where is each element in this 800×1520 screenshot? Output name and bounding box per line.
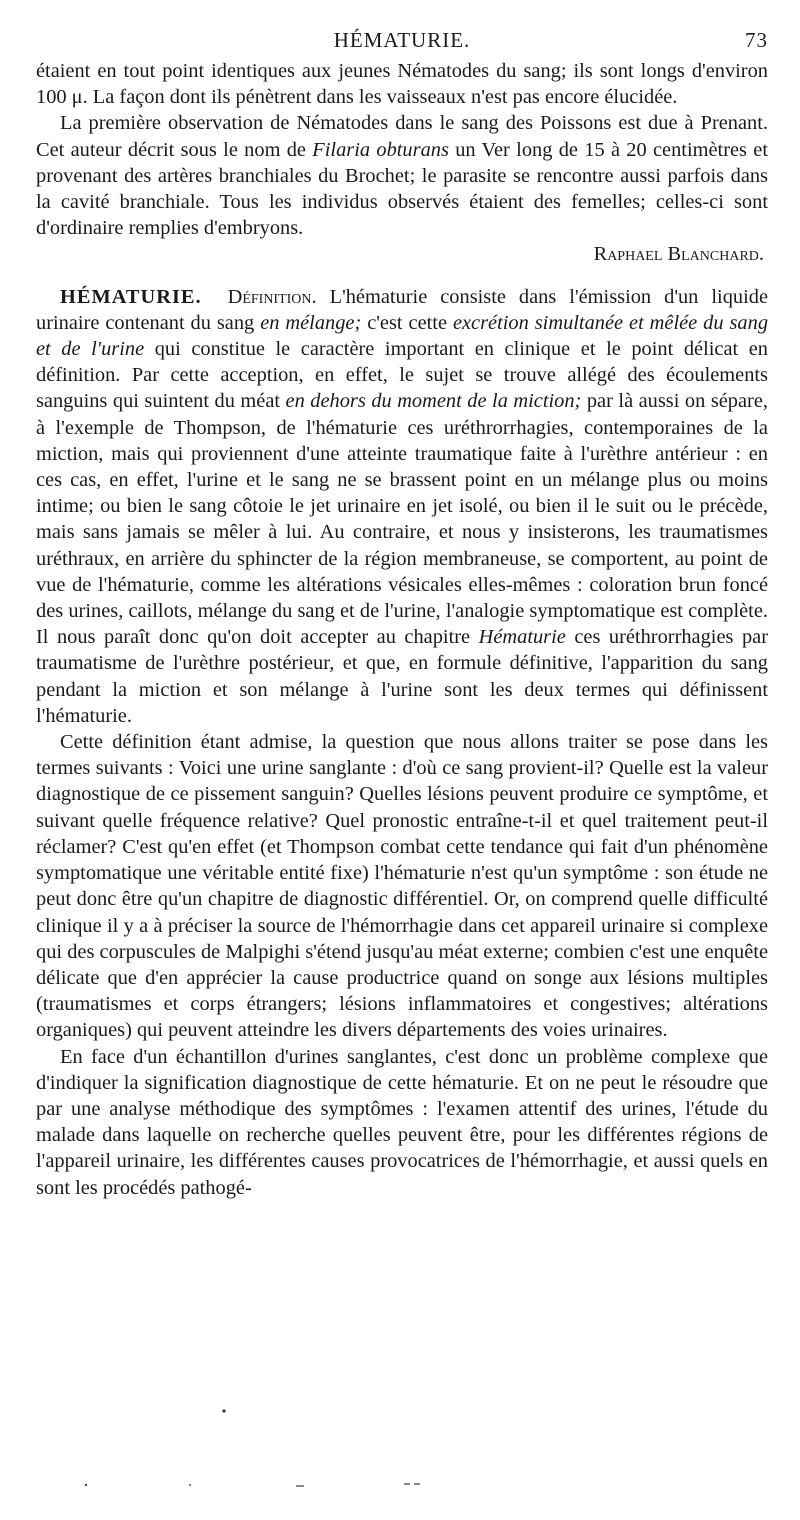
paragraph-question-diagnostic: Cette définition étant admise, la question que nous allons traiter se pose dans les termes suivants : Voici une urine sanglante : d'où ce sang provient-il? Quelle est la valeur diagnostique de ce pissement sanguin? Quelles lésions peuvent produire ce symptôme, et suivant quelle fréquence relative? Quel pronostic entraîne-t-il et quel traitement peut-il réclamer? C'est qu'en effet (et Thompson combat cette tendance qui fait d'un phénomène symptomatique une véritable entité fixe) l'hématurie n'est qu'un symptôme : son étude ne peut donc être qu'un chapitre de diagnostic différentiel. Or, on comprend quelle difficulté clinique il y a à préciser la source de l'hémorrhagie dans cet appareil urinaire si complexe qui des corpuscules de Malpighi s'étend jusqu'au méat externe; combien c'est une enquête délicate que d'en apprécier la cause productrice quand on songe aux lésions multiples (traumatismes et corps étrangers; lésions inflammatoires et congestives; altérations organiques) qui peuvent atteindre les divers départements des voies urinaires. <box>36 731 768 1042</box>
text-run: c'est cette <box>361 311 453 334</box>
text-run: par là aussi on sépare, à l'exemple de Thompson, de l'hématurie ces uréthrorrhagies, contemporaines de la miction, mais qui proviennent d'une atteinte traumatique faite à l'urèthre antérieur : en ces cas, en effet, l'urine et le sang ne se brassent point en un mélange plus ou moins intime; ou bien le sang côtoie le jet urinaire en jet isolé, ou bien il le suit ou le précède, mais sans jamais se mêler à lui. Au contraire, et nous y insisterons, les traumatismes uréthraux, en arrière du sphincter de la région membraneuse, se comportent, au point de vue de l'hématurie, comme les altérations vésicales elles-mêmes : coloration brun foncé des urines, caillots, mélange du sang et de l'urine, l'analogie symptomatique est complète. Il nous paraît donc qu'on doit accepter au chapitre <box>36 390 768 649</box>
text-run: qui constitue le caractère important en clinique et le point délicat en définition. Par cette acception, en effet, le sujet se trouve allégé des écoulements sanguins qui suintent du méat <box>36 338 768 413</box>
paragraph-analyse-methodique: En face d'un échantillon d'urines sanglantes, c'est donc un problème complexe que d'indiquer la signification diagnostique de cette hématurie. Et on ne peut le résoudre que par une analyse méthodique des symptômes : l'examen attentif des urines, l'étude du malade dans laquelle on recherche quelles peuvent être, pour les différentes régions de l'appareil urinaire, les différentes causes provocatrices de l'hémorrhagie, et aussi quels en sont les procédés pathogé- <box>36 1045 768 1199</box>
italic-emphasis: excrétion simultanée et mêlée du sang et de l'urine <box>36 311 769 361</box>
paragraph-nematodes-continuation: étaient en tout point identiques aux jeunes Nématodes du sang; ils sont longs d'environ 100 μ. La façon dont ils pénètrent dans les vaisseaux n'est pas encore élucidée. <box>36 60 768 109</box>
paragraph-hematurie-definition <box>36 284 768 729</box>
author-signature: Raphael Blanchard. <box>593 243 764 266</box>
page-number: 73 <box>745 28 768 52</box>
italic-emphasis: en dehors du moment de la miction; <box>285 390 582 413</box>
italic-emphasis: en mélange; <box>260 311 362 334</box>
article-heading: HÉMATURIE. <box>60 285 202 308</box>
speck-dot <box>189 1484 191 1486</box>
scan-specks <box>0 1395 800 1495</box>
text-run: ces uréthrorrhagies par traumatisme de l'urèthre postérieur, et que, en formule définitive, l'apparition du sang pendant la miction et son mélange à l'urine sont les deux termes qui définissent l'hématurie. <box>36 626 769 727</box>
text-run: La première observation de Nématodes dans le sang des Poissons est due à Prenant. Cet auteur décrit sous le nom de <box>36 112 768 161</box>
text-run: un Ver long de 15 à 20 centimètres et provenant des artères branchiales du Brochet; le parasite se rencontre aussi parfois dans la cavité branchiale. Tous les individus observés étaient des femelles; celles-ci sont d'ordinaire remplies d'embryons. <box>36 138 769 240</box>
running-title: HÉMATURIE. <box>333 28 471 52</box>
speck-dot <box>85 1484 87 1486</box>
section-spacer <box>36 268 768 284</box>
paragraph-prenant-observation <box>36 110 768 241</box>
definition-label: Définition. <box>227 285 317 308</box>
italic-species-name: Filaria obturans <box>312 138 449 161</box>
running-header <box>36 28 768 58</box>
document-page <box>36 28 768 1201</box>
speck-dot <box>222 1409 225 1412</box>
text-run: L'hématurie consiste dans l'émission d'un liquide urinaire contenant du sang <box>36 285 768 334</box>
italic-emphasis: Hématurie <box>478 626 566 649</box>
